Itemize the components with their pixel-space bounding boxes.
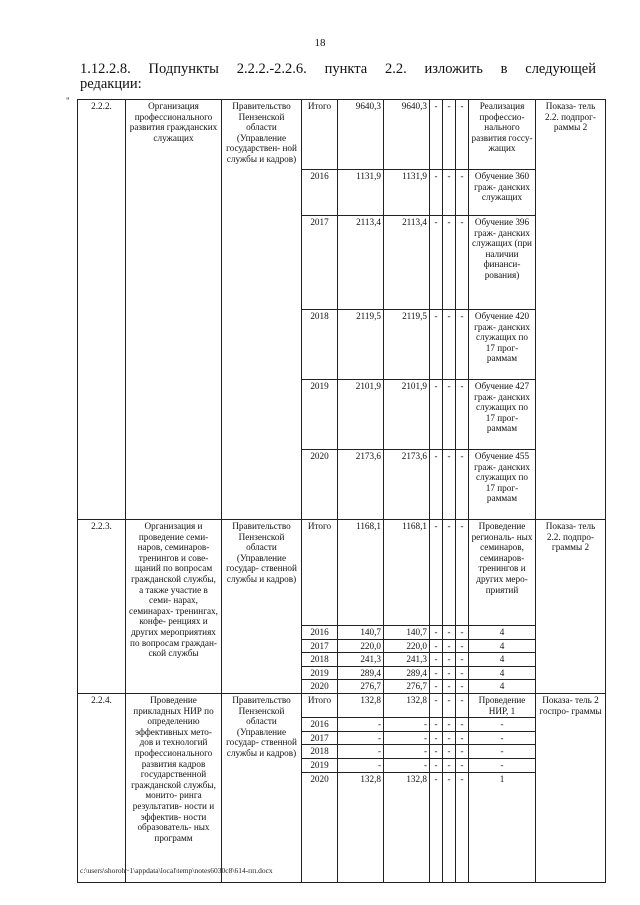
budget-cell: 220,0 [384,639,430,653]
result-cell: Обучение 455 граж- данских служащих по 17 прог- раммам [469,450,536,520]
col2-cell: - [443,772,456,882]
year-cell: 2016 [302,170,338,216]
col2-cell: - [443,216,456,310]
total-cell: 132,8 [338,772,384,882]
item-executor-cell: Правительство Пензенской области (Управление государ- ственной службы и кадров) [222,520,302,694]
col2-cell: - [443,310,456,380]
item-name-cell: Организация профессионального развития гражданских служащих [126,100,222,520]
item-name-cell: Проведение прикладных НИР по определению эффективных мето- дов и технологий профессионального развития кадров государственной гражданской службы, монито- ринга результатив- ности и эффектив- ности образователь- ных программ [126,693,222,882]
year-cell: 2018 [302,310,338,380]
col1-cell: - [430,170,443,216]
program-table [77,99,606,883]
item-name-cell: Организация и проведение семи- наров, семинаров- тренингов и сове- щаний по вопросам гражданской службы, а также участие в семи- нарах, семинарах- тренингах, конфе- ренциях и других мероприятиях по вопросам граждан- ской службы [126,520,222,694]
result-cell: - [469,758,536,772]
year-cell: 2017 [302,731,338,745]
budget-cell: 276,7 [384,680,430,694]
year-cell: 2020 [302,772,338,882]
year-cell: 2017 [302,639,338,653]
item-number-cell: 2.2.4. [78,693,126,882]
col2-cell: - [443,450,456,520]
quote-mark: " [66,96,70,106]
result-cell: - [469,745,536,759]
year-cell: 2018 [302,745,338,759]
budget-cell: 1168,1 [384,520,430,626]
col2-cell: - [443,718,456,732]
total-cell: 241,3 [338,653,384,667]
result-cell: 1 [469,772,536,882]
result-cell: Проведение НИР, 1 [469,693,536,717]
col3-cell: - [456,666,469,680]
result-cell: 4 [469,666,536,680]
budget-cell: 2101,9 [384,380,430,450]
col3-cell: - [456,310,469,380]
budget-cell: 289,4 [384,666,430,680]
result-cell: Обучение 420 граж- данских служащих по 17 прог- раммам [469,310,536,380]
total-cell: - [338,718,384,732]
total-cell: 289,4 [338,666,384,680]
year-cell: 2020 [302,680,338,694]
col3-cell: - [456,639,469,653]
col3-cell: - [456,680,469,694]
col2-cell: - [443,520,456,626]
col2-cell: - [443,626,456,640]
year-cell: Итого [302,693,338,717]
col2-cell: - [443,639,456,653]
year-cell: 2016 [302,718,338,732]
col1-cell: - [430,731,443,745]
total-cell: 220,0 [338,639,384,653]
col3-cell: - [456,170,469,216]
col3-cell: - [456,626,469,640]
col2-cell: - [443,731,456,745]
year-cell: 2018 [302,653,338,667]
col1-cell: - [430,680,443,694]
result-cell: 4 [469,626,536,640]
col2-cell: - [443,758,456,772]
col2-cell: - [443,170,456,216]
col3-cell: - [456,380,469,450]
col3-cell: - [456,758,469,772]
total-cell: 132,8 [338,693,384,717]
col3-cell: - [456,745,469,759]
result-cell: 4 [469,680,536,694]
col1-cell: - [430,745,443,759]
budget-cell: - [384,745,430,759]
heading-line-1: 1.12.2.8. Подпункты 2.2.2.-2.2.6. пункта 2.2. изложить в следующей [80,61,596,77]
col3-cell: - [456,693,469,717]
total-cell: - [338,758,384,772]
result-cell: 4 [469,653,536,667]
year-cell: Итого [302,100,338,170]
total-cell: 2119,5 [338,310,384,380]
col3-cell: - [456,216,469,310]
col2-cell: - [443,653,456,667]
col1-cell: - [430,216,443,310]
col3-cell: - [456,520,469,626]
col3-cell: - [456,718,469,732]
col1-cell: - [430,380,443,450]
total-cell: 2101,9 [338,380,384,450]
col1-cell: - [430,310,443,380]
result-cell: Обучение 396 граж- данских служащих (при наличии финанси- рования) [469,216,536,310]
col1-cell: - [430,718,443,732]
budget-cell: 132,8 [384,772,430,882]
budget-cell: - [384,731,430,745]
col3-cell: - [456,772,469,882]
total-cell: 2113,4 [338,216,384,310]
result-cell: Проведение региональ- ных семинаров, семинаров- тренингов и других меро- приятий [469,520,536,626]
heading-line-2: редакции: [80,76,142,92]
result-cell: Обучение 360 граж- данских служащих [469,170,536,216]
col2-cell: - [443,380,456,450]
total-cell: 1168,1 [338,520,384,626]
budget-cell: 9640,3 [384,100,430,170]
item-number-cell: 2.2.2. [78,100,126,520]
col1-cell: - [430,693,443,717]
budget-cell: 1131,9 [384,170,430,216]
year-cell: 2016 [302,626,338,640]
item-executor-cell: Правительство Пензенской области (Управление государствен- ной службы и кадров) [222,100,302,520]
budget-cell: 241,3 [384,653,430,667]
result-cell: - [469,718,536,732]
col2-cell: - [443,745,456,759]
total-cell: - [338,745,384,759]
col2-cell: - [443,693,456,717]
col3-cell: - [456,450,469,520]
budget-cell: 132,8 [384,693,430,717]
table-row [78,100,606,170]
col2-cell: - [443,666,456,680]
budget-cell: - [384,718,430,732]
col3-cell: - [456,653,469,667]
result-cell: 4 [469,639,536,653]
item-number-cell: 2.2.3. [78,520,126,694]
budget-cell: - [384,758,430,772]
col1-cell: - [430,639,443,653]
col2-cell: - [443,680,456,694]
budget-cell: 2119,5 [384,310,430,380]
budget-cell: 140,7 [384,626,430,640]
col1-cell: - [430,772,443,882]
col1-cell: - [430,100,443,170]
item-indicator-cell: Показа- тель 2.2. подпрог- раммы 2 [536,100,606,520]
col1-cell: - [430,653,443,667]
col3-cell: - [456,100,469,170]
table-row [78,520,606,626]
col1-cell: - [430,666,443,680]
year-cell: 2019 [302,380,338,450]
year-cell: 2017 [302,216,338,310]
total-cell: 276,7 [338,680,384,694]
total-cell: 1131,9 [338,170,384,216]
result-cell: Обучение 427 граж- данских служащих по 17 прог- раммам [469,380,536,450]
col1-cell: - [430,758,443,772]
year-cell: 2020 [302,450,338,520]
file-path-footer: c:\users\shoroh~1\appdata\local\temp\notes6030c8\614-пп.docx [80,866,273,875]
page-number: 18 [314,37,326,49]
col1-cell: - [430,520,443,626]
total-cell: 2173,6 [338,450,384,520]
col2-cell: - [443,100,456,170]
budget-cell: 2173,6 [384,450,430,520]
year-cell: 2019 [302,666,338,680]
col1-cell: - [430,626,443,640]
year-cell: 2019 [302,758,338,772]
result-cell: Реализация профессио- нального развития госсу- жащих [469,100,536,170]
item-executor-cell: Правительство Пензенской области (Управление государ- ственной службы и кадров) [222,693,302,882]
result-cell: - [469,731,536,745]
col1-cell: - [430,450,443,520]
table-row [78,693,606,717]
item-indicator-cell: Показа- тель 2.2. подпро- граммы 2 [536,520,606,694]
total-cell: 9640,3 [338,100,384,170]
budget-cell: 2113,4 [384,216,430,310]
col3-cell: - [456,731,469,745]
year-cell: Итого [302,520,338,626]
total-cell: - [338,731,384,745]
total-cell: 140,7 [338,626,384,640]
item-indicator-cell: Показа- тель 2 госпро- граммы [536,693,606,882]
